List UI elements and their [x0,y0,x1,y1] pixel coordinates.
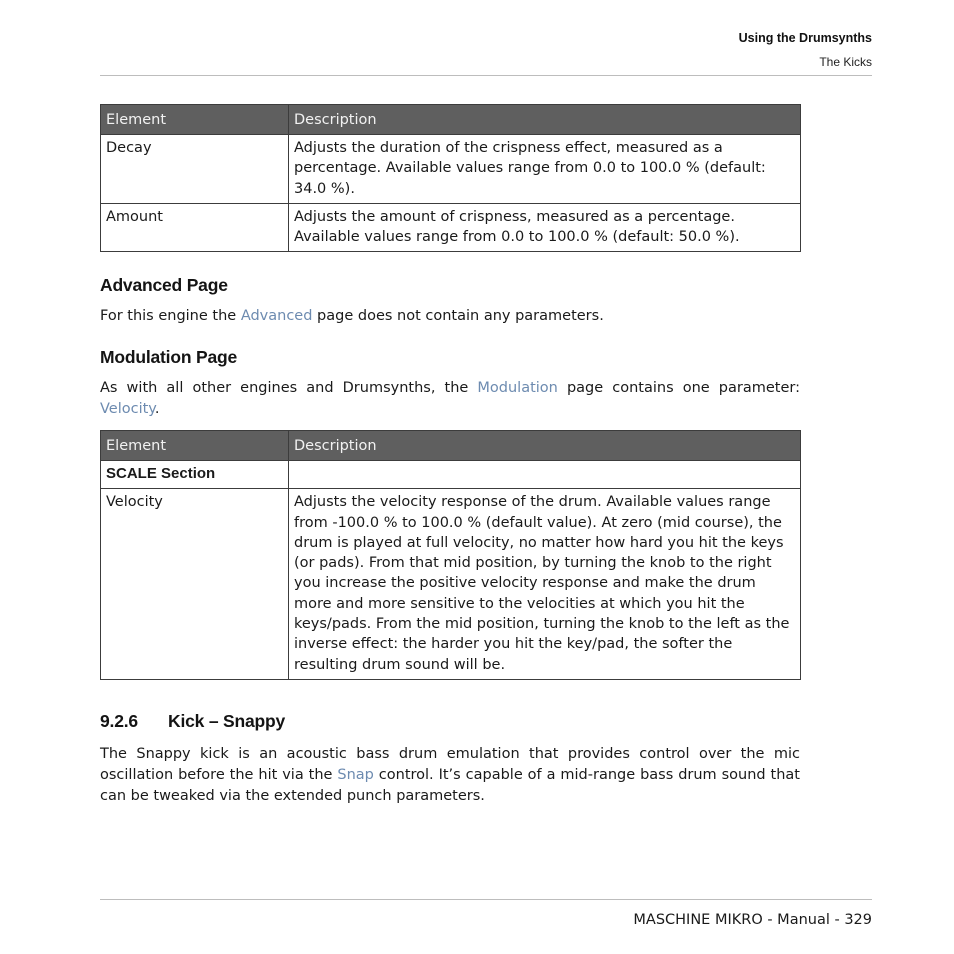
advanced-link[interactable]: Advanced [240,308,313,324]
column-header-element: Element [101,105,289,135]
modulation-parameter-table [100,430,801,680]
snappy-kick-paragraph [100,744,800,806]
element-description: Adjusts the velocity response of the drum. Available values range from -100.0 % to 100.0 % (default value). At zero (mid course), the drum is played at full velocity, no matter how hard you hit the keys (or pads). From that mid position, by turning the knob to the right you increase the positive velocity response and make the drum more and more sensitive to the velocities at which you hit the keys/pads. From the mid position, turning the knob to the left as the inverse effect: the harder you hit the key/pad, the softer the resulting drum sound will be. [289,489,801,680]
footer-rule [100,899,872,900]
paragraph-text: page contains one parameter: [557,380,800,396]
table-row [101,203,801,252]
table-header-row [101,105,801,135]
page-footer: MASCHINE MIKRO - Manual - 329 [633,912,872,928]
paragraph-text: The Snappy kick is an acoustic bass drum emulation that provides control over the mic oscillation before the hit via the [100,746,800,783]
velocity-link[interactable]: Velocity [100,400,155,417]
modulation-page-paragraph [100,378,800,420]
table-section-row [101,461,801,489]
element-link-amount[interactable]: Amount [101,203,289,252]
column-header-description: Description [289,105,801,135]
column-header-description: Description [289,431,801,461]
modulation-link[interactable]: Modulation [477,380,558,396]
element-description: Adjusts the amount of crispness, measured as a percentage. Available values range from 0.0 to 100.0 % (default: 50.0 %). [289,203,801,252]
section-number: 9.2.6 [100,711,138,731]
scale-section-label: SCALE Section [101,461,289,489]
element-link-decay[interactable]: Decay [101,135,289,204]
element-description: Adjusts the duration of the crispness effect, measured as a percentage. Available values range from 0.0 to 100.0 % (default: 34.0 %). [289,135,801,204]
paragraph-text: . [154,400,160,417]
header-rule [100,75,872,76]
paragraph-text: As with all other engines and Drumsynths, the [100,380,478,396]
table-row [101,135,801,204]
paragraph-text: control. It’s capable of a mid-range bass drum sound that can be tweaked via the extended punch parameters. [100,766,800,804]
section-heading [100,711,285,732]
section-title: Kick – Snappy [168,711,286,731]
modulation-page-heading: Modulation Page [100,347,238,367]
element-link-velocity[interactable]: Velocity [101,489,289,680]
advanced-page-paragraph [100,306,800,327]
advanced-page-heading: Advanced Page [100,275,228,295]
running-header-section: The Kicks [819,55,872,69]
table-header-row [101,431,801,461]
running-header-chapter: Using the Drumsynths [738,31,872,45]
table-row [101,489,801,680]
paragraph-text: For this engine the [100,308,241,324]
snap-link[interactable]: Snap [337,766,374,783]
empty-cell [289,461,801,489]
column-header-element: Element [101,431,289,461]
crispness-parameter-table [100,104,801,252]
paragraph-text: page does not contain any parameters. [312,308,604,324]
